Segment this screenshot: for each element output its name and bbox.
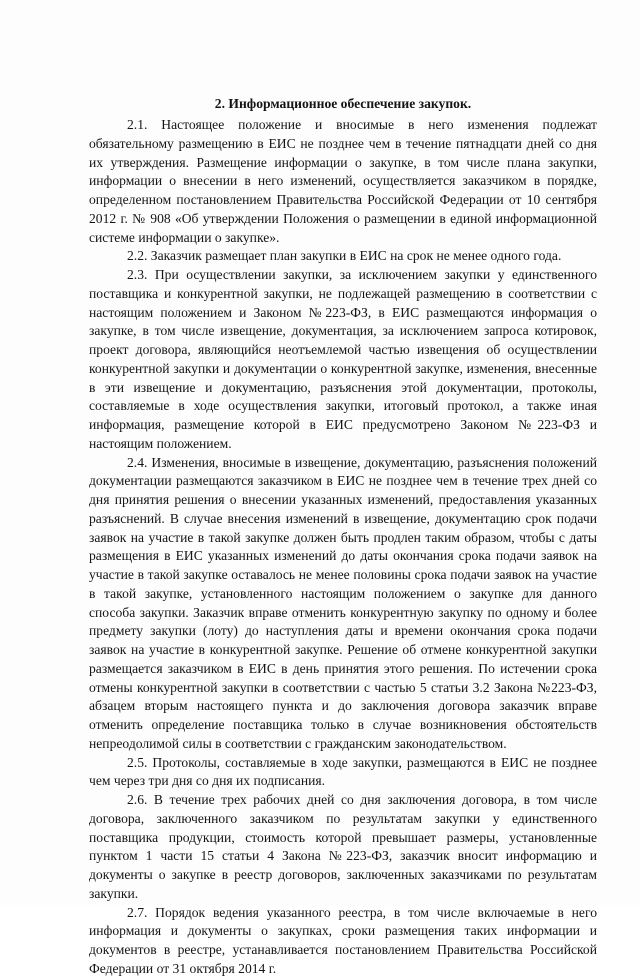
paragraph-2-4: 2.4. Изменения, вносимые в извещение, документацию, разъяснения положений документации размещаются заказчиком в ЕИС не позднее чем в течение трех дней со дня принятия решения о внесении указанных изменений, предоставления указанных разъяснений. В случае внесения изменений в извещение, документацию срок подачи заявок на участие в такой закупке должен быть продлен таким образом, чтобы с даты размещения в ЕИС указанных изменений до даты окончания срока подачи заявок на участие в такой закупке оставалось не менее половины срока подачи заявок на участие в такой закупке, установленного настоящим положением о закупке для данного способа закупки. Заказчик вправе отменить конкурентную закупку по одному и более предмету закупки (лоту) до наступления даты и времени окончания срока подачи заявок на участие в конкурентной закупке. Решение об отмене конкурентной закупки размещается заказчиком в ЕИС в день принятия этого решения. По истечении срока отмены конкурентной закупки в соответствии с частью 5 статьи 3.2 Закона №223-ФЗ, абзацем вторым настоящего пункта и до заключения договора заказчик вправе отменить определение поставщика только в случае возникновения обстоятельств непреодолимой силы в соответствии с гражданским законодательством. xyxy=(89,454,597,751)
document-body xyxy=(89,95,597,979)
paragraph-2-2: 2.2. Заказчик размещает план закупки в ЕИС на срок не менее одного года. xyxy=(127,248,562,264)
paragraph-2-3: 2.3. При осуществлении закупки, за исключением закупки у единственного поставщика и конкурентной закупки, не подлежащей размещению в соответствии с настоящим положением и Законом №223-ФЗ, в ЕИС размещаются информация о закупке, в том числе извещение, документация, за исключением запроса котировок, проект договора, являющийся неотъемлемой частью извещения об осуществлении конкурентной закупки и документации о конкурентной закупке, изменения, внесенные в эти извещение и документацию, разъяснения этой документации, протоколы, составляемые в ходе осуществления закупки, итоговый протокол, а также иная информация, размещение которой в ЕИС предусмотрено Законом №223-ФЗ и настоящим положением. xyxy=(89,267,597,451)
paragraph-2-5: 2.5. Протоколы, составляемые в ходе закупки, размещаются в ЕИС не позднее чем через три дня со дня их подписания. xyxy=(89,754,597,789)
paragraph-2-7: 2.7. Порядок ведения указанного реестра, в том числе включаемые в него информация и документы о закупках, сроки размещения таких информации и документов в реестре, устанавливается постановлением Правительства Российской Федерации от 31 октября 2014 г. xyxy=(89,904,597,976)
paragraph-2-6: 2.6. В течение трех рабочих дней со дня заключения договора, в том числе договора, заключенного заказчиком по результатам закупки у единственного поставщика продукции, стоимость которой превышает размеры, установленные пунктом 1 части 15 статьи 4 Закона №223-ФЗ, заказчик вносит информацию и документы о закупке в реестр договоров, заключенных заказчиками по результатам закупки. xyxy=(89,792,597,901)
section-heading: 2. Информационное обеспечение закупок. xyxy=(214,96,472,111)
paragraph-2-1: 2.1. Настоящее положение и вносимые в него изменения подлежат обязательному размещению в ЕИС не позднее чем в течение пятнадцати дней со дня их утверждения. Размещение информации о закупке, в том числе плана закупки, информации о внесении в него изменений, осуществляется заказчиком в порядке, определенном постановлением Правительства Российской Федерации от 10 сентября 2012 г. № 908 «Об утверждении Положения о размещении в единой информационной системе информации о закупке». xyxy=(89,117,597,245)
